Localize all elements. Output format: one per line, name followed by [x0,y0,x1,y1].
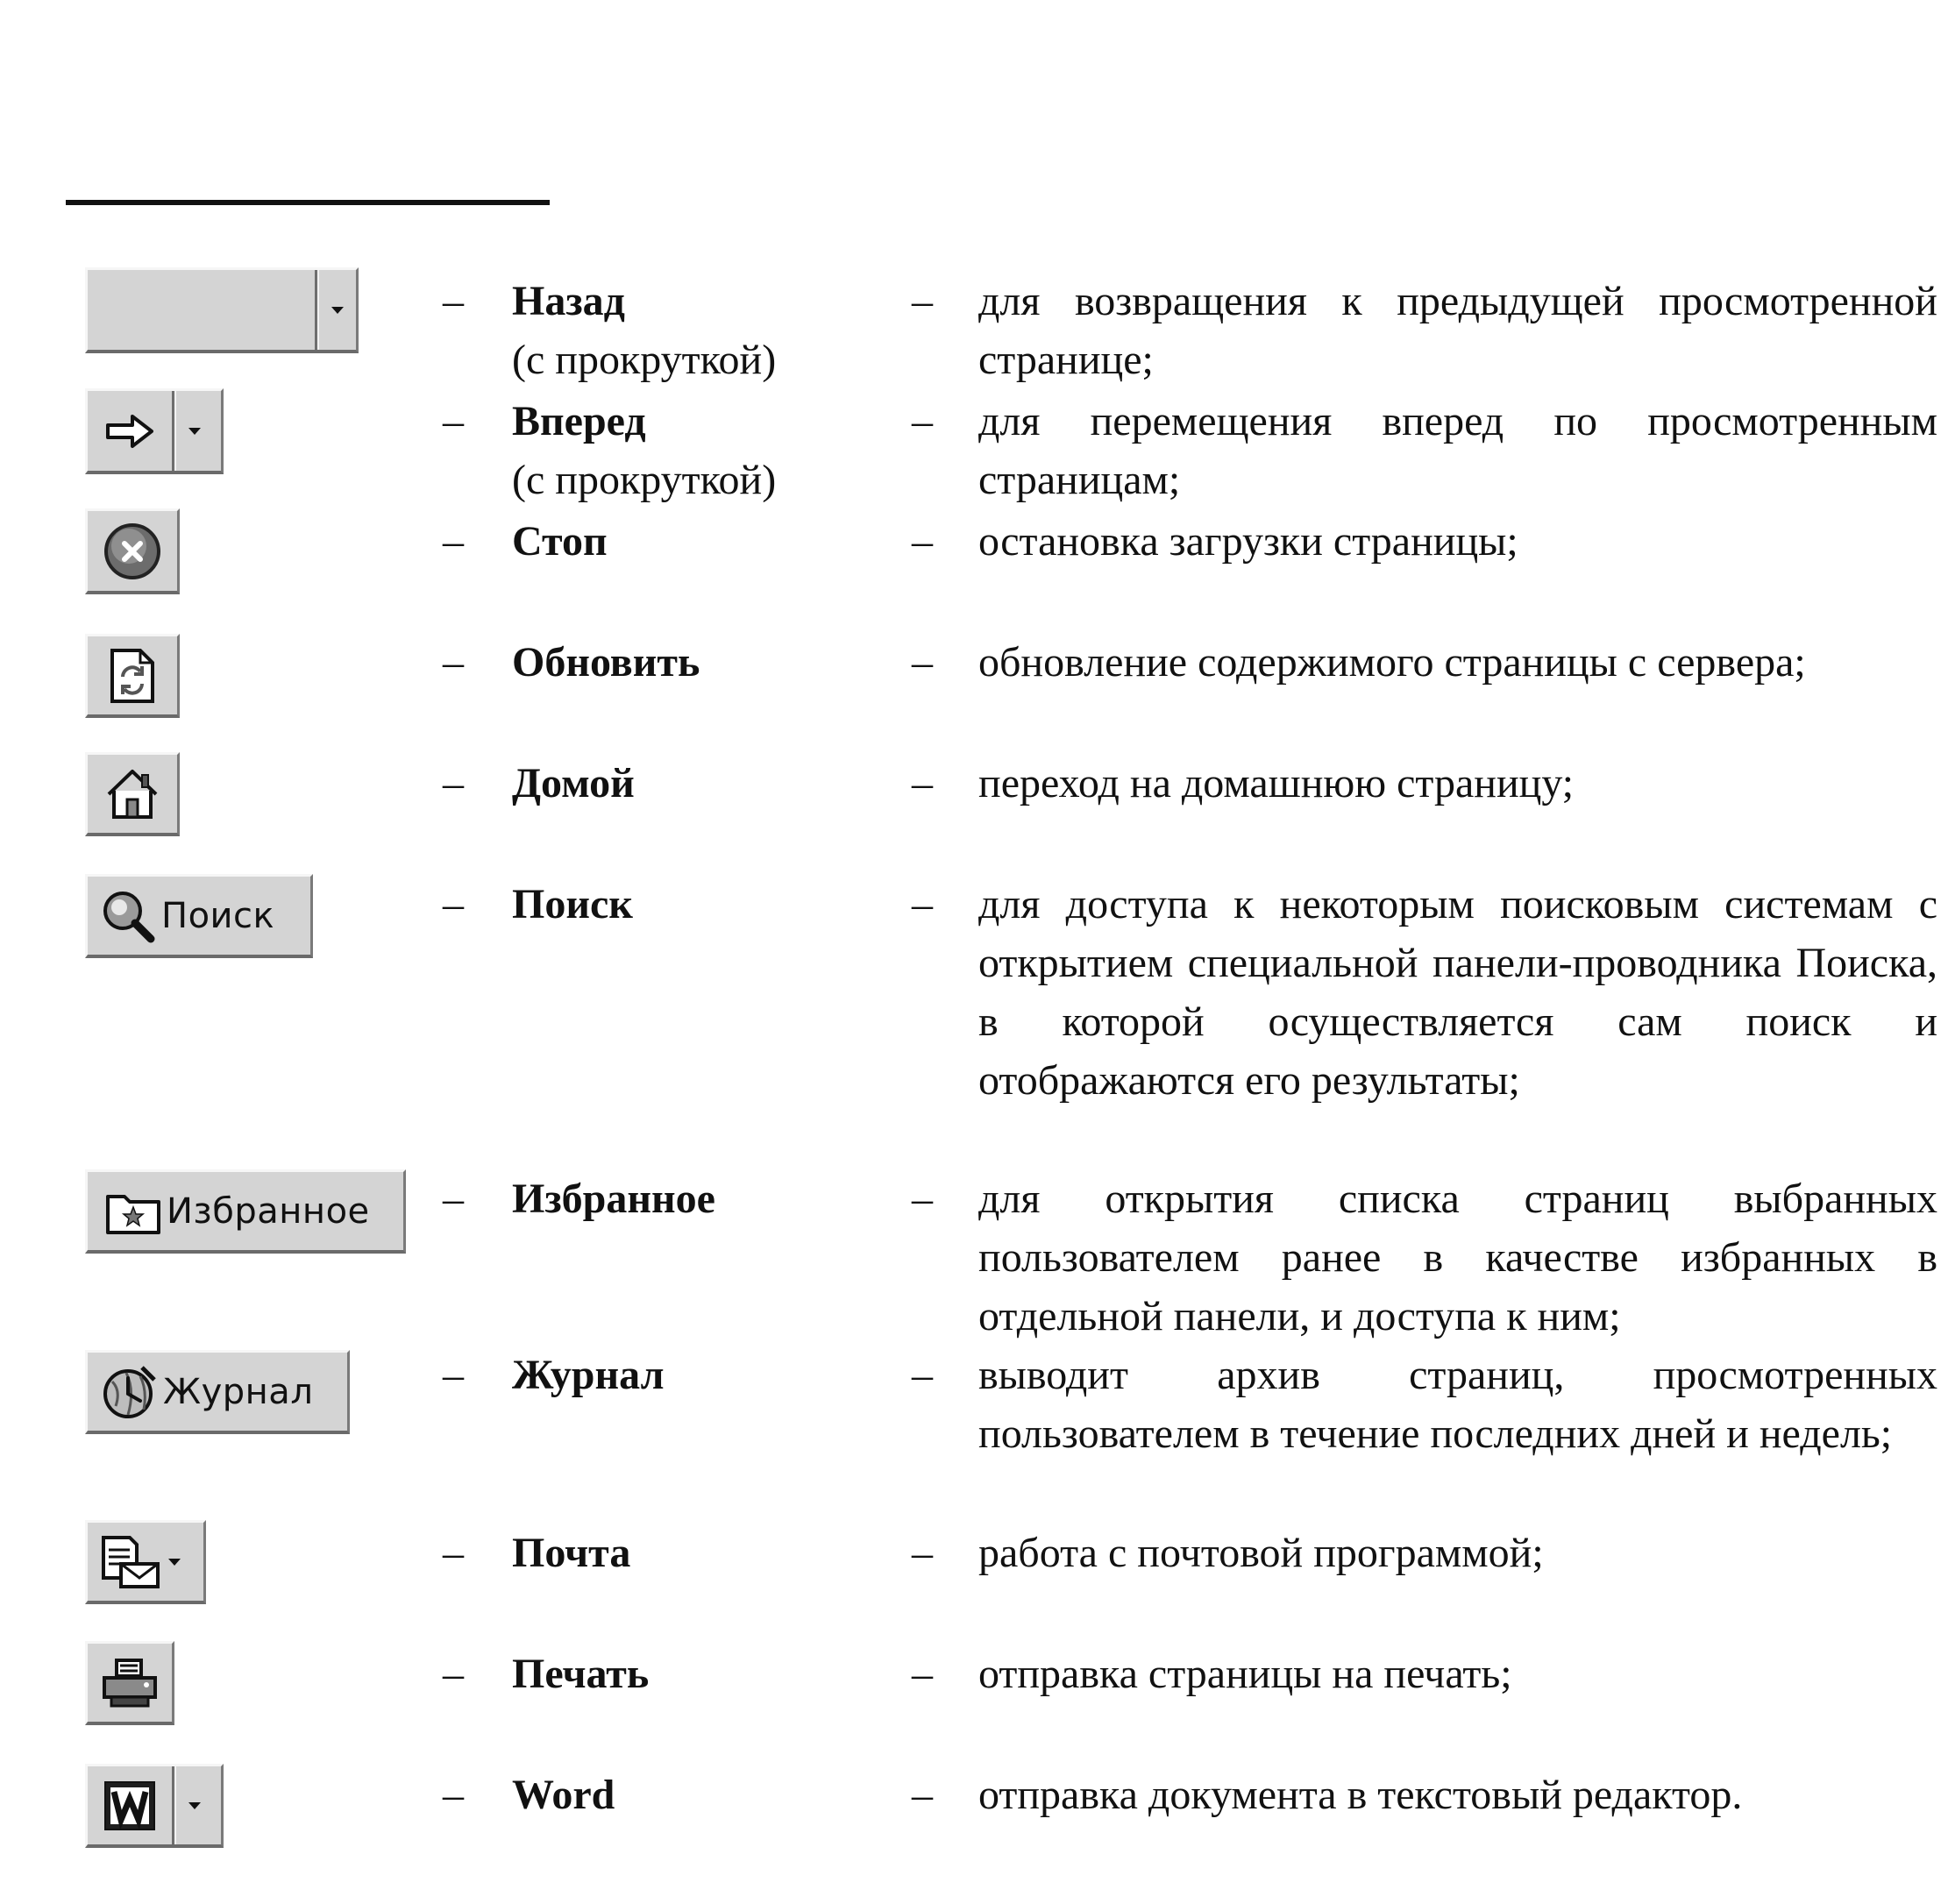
forward-main [88,391,174,471]
row-dash-8: – [443,1352,464,1398]
chevron-down-icon[interactable] [168,1559,181,1566]
word-icon [103,1780,157,1832]
favorites-button-icon[interactable] [85,1169,406,1254]
favorites-button-label: Избранное [167,1190,370,1232]
row-name-sub: (с прокруткой) [512,457,777,503]
row-name-title: Домой [512,760,635,806]
back-button-icon[interactable] [85,267,359,353]
row-name-title: Обновить [512,639,700,686]
row-dash-desc-11: – [912,1772,933,1818]
row-name-title: Журнал [512,1352,665,1398]
row-desc-home: переход на домашнюю страницу; [978,760,1575,806]
row-name-title: Печать [512,1651,650,1697]
row-name-forward [512,392,776,509]
search-icon [100,888,156,944]
row-desc-refresh: обновление содержимого страницы с сервера; [978,639,1806,686]
chevron-down-icon [188,1802,201,1809]
row-name-history [512,1346,665,1404]
row-dash-desc-7: – [912,1176,933,1222]
back-dropdown[interactable] [317,270,356,350]
row-name-title: Поиск [512,881,633,927]
row-name-back [512,272,776,389]
row-dash-desc-5: – [912,760,933,806]
row-dash-11: – [443,1772,464,1818]
row-dash-desc-9: – [912,1530,933,1576]
row-desc-favorites: для открытия списка страниц выбранных пользователем ранее в качестве избранных в отдельной панели, и доступа к ним; [978,1176,1937,1339]
row-dash-desc-8: – [912,1352,933,1398]
row-dash-desc-4: – [912,639,933,686]
row-desc-forward: для перемещения вперед по просмотренным страницам; [978,398,1937,503]
row-name-mail [512,1524,630,1582]
row-dash-6: – [443,881,464,927]
row-desc-history: выводит архив страниц, просмотренных пользователем в течение последних дней и недель; [978,1352,1937,1457]
row-dash-1: – [443,278,464,324]
row-name-refresh [512,633,700,692]
chevron-down-icon [331,307,344,314]
word-main [88,1766,174,1844]
row-name-title: Word [512,1772,615,1818]
top-rule [66,200,550,205]
row-name-favorites [512,1169,715,1228]
row-dash-desc-6: – [912,881,933,927]
row-name-stop [512,512,608,571]
home-icon [105,768,160,821]
row-name-home [512,754,635,813]
refresh-icon [107,647,158,705]
row-desc-print: отправка страницы на печать; [978,1651,1512,1697]
row-desc-word: отправка документа в текстовый редактор. [978,1772,1743,1818]
word-dropdown[interactable] [174,1766,213,1844]
row-name-sub: (с прокруткой) [512,337,777,383]
stop-icon [102,521,163,582]
history-button-label: Журнал [163,1371,314,1412]
row-name-word [512,1765,615,1824]
row-desc-mail: работа с почтовой программой; [978,1530,1544,1576]
row-name-print [512,1645,649,1703]
forward-button-icon[interactable] [85,388,224,474]
search-button-icon[interactable] [85,874,313,958]
row-dash-desc-3: – [912,518,933,565]
row-desc-search: для доступа к некоторым поисковым системам с открытием специальной панели-проводника Поиска, в которой осуществляется сам поиск и отображаются его результаты; [978,881,1937,1104]
row-desc-back: для возвращения к предыдущей просмотренной странице; [978,278,1937,383]
row-dash-7: – [443,1176,464,1222]
print-button-icon[interactable] [85,1641,174,1725]
row-name-title: Почта [512,1530,631,1576]
chevron-down-icon [188,428,201,435]
row-dash-desc-2: – [912,398,933,444]
favorites-folder-icon [105,1188,161,1235]
row-name-search [512,875,633,934]
row-dash-4: – [443,639,464,686]
refresh-button-icon[interactable] [85,634,180,718]
arrow-right-icon [104,413,155,450]
search-button-label: Поиск [161,895,275,936]
forward-dropdown[interactable] [174,391,213,471]
row-dash-desc-10: – [912,1651,933,1697]
mail-button-icon[interactable] [85,1520,206,1604]
stop-button-icon[interactable] [85,508,180,594]
history-icon [100,1364,158,1420]
back-main [88,270,317,350]
row-dash-9: – [443,1530,464,1576]
row-name-title: Стоп [512,518,608,565]
row-dash-10: – [443,1651,464,1697]
row-dash-desc-1: – [912,278,933,324]
row-dash-2: – [443,398,464,444]
row-name-title: Вперед [512,398,646,444]
row-name-title: Избранное [512,1176,715,1222]
row-dash-5: – [443,760,464,806]
history-button-icon[interactable] [85,1350,350,1434]
mail-icon [100,1534,161,1590]
word-button-icon[interactable] [85,1764,224,1848]
row-dash-3: – [443,518,464,565]
row-desc-stop: остановка загрузки страницы; [978,518,1518,565]
row-name-title: Назад [512,278,625,324]
home-button-icon[interactable] [85,752,180,836]
printer-icon [101,1657,159,1709]
